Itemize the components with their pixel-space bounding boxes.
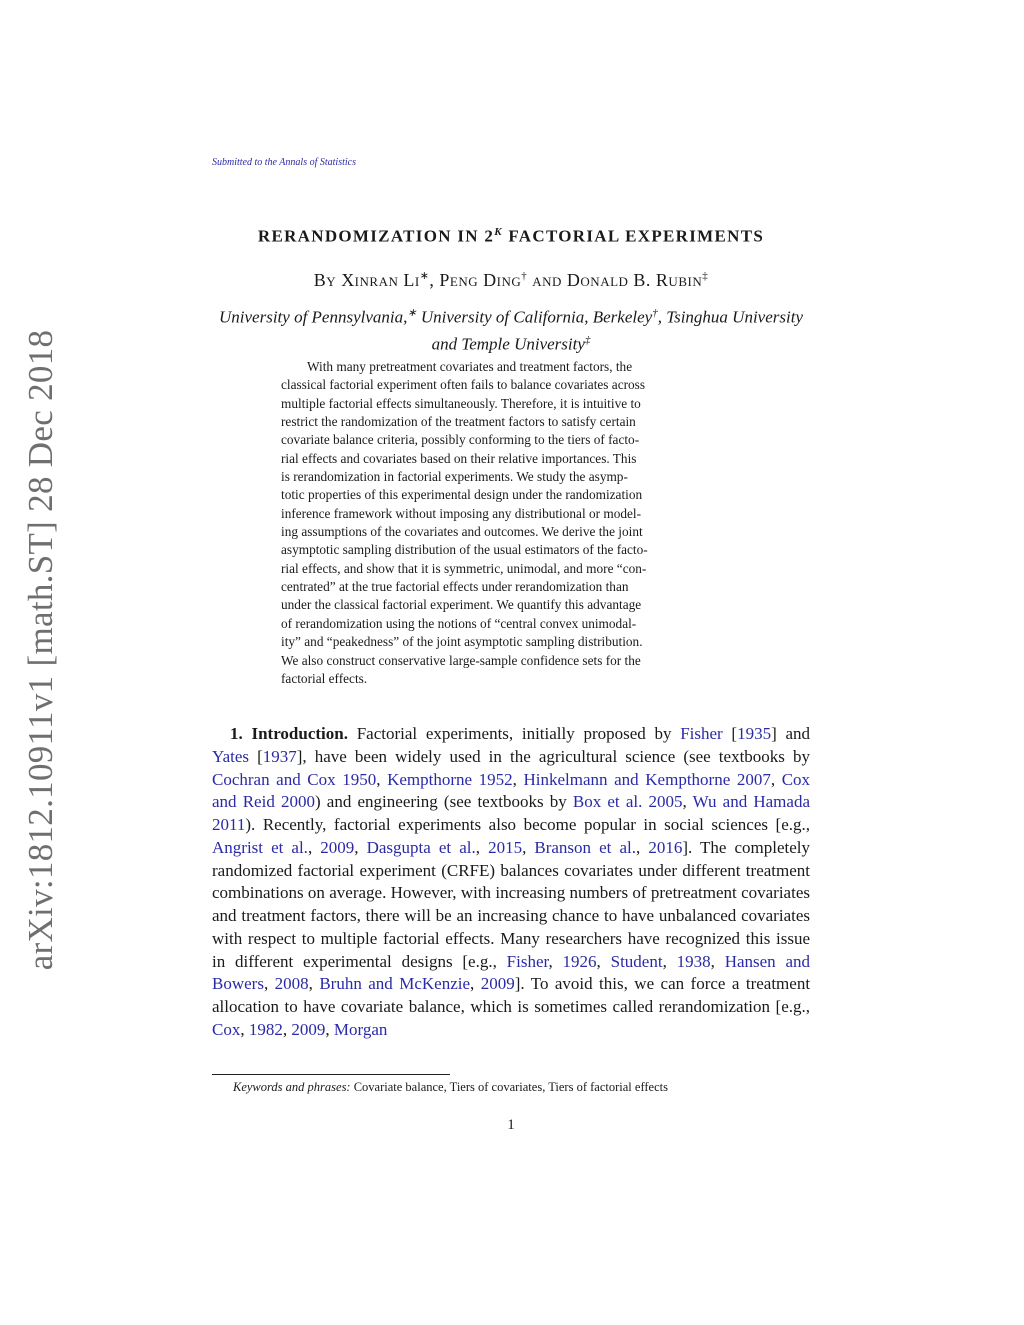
citation-link[interactable]: 1938 [676,951,711,971]
citation-link[interactable]: 2009 [480,974,515,994]
body-text: , [522,837,535,857]
citation-link[interactable]: Cox and Reid 2000 [212,769,811,812]
affiliation: University of Pennsylvania, [219,307,408,327]
paper-title [212,226,810,247]
body-text: ]. The completely randomized factorial experiment (CRFE) balances covariates under different treatment combinations on average. However, with increasing numbers of pretreatment covariates and treatment factors, there will be an increasing chance to have unbalanced covariates with respect to multiple factorial effects. Many researchers have recognized this issue in different experimental designs [e.g., [212,837,811,971]
citation-link[interactable]: Bruhn and McKenzie [319,974,471,994]
page-number: 1 [507,1117,515,1133]
author-name: Donald B. Rubin [566,270,703,290]
body-text: ]. To avoid this, we can force a treatment allocation to have covariate balance, which is sometimes called rerandomization [e.g., [212,974,811,1016]
body-text: , [475,837,489,857]
body-text: [ [722,724,738,743]
author-name: Xinran Li [341,270,420,290]
body-text: , [596,951,611,971]
author-separator: , [429,270,440,290]
affiliations [212,302,810,355]
body-text: , [263,974,275,994]
abstract-line: under the classical factorial experiment. We quantify this advantage [281,597,642,613]
affiliation-mark: † [652,307,658,319]
citation-link[interactable]: Wu and Hamada 2011 [212,792,810,834]
section-heading: 1. Introduction. [230,724,348,743]
arxiv-identifier-stamp: arXiv:1812.10911v1 [math.ST] 28 Dec 2018 [21,329,60,971]
abstract-line: multiple factorial effects simultaneously. Therefore, it is intuitive to [281,395,641,411]
author-mark: ‡ [702,270,709,282]
author-separator: and [527,270,567,290]
abstract-line: ing assumptions of the covariates and outcomes. We derive the joint [281,524,643,540]
citation-link[interactable]: Hinkelmann and Kempthorne 2007 [523,769,771,789]
introduction-paragraph [212,723,810,1042]
title-text-after: FACTORIAL EXPERIMENTS [502,226,765,246]
abstract-line: centrated” at the true factorial effects under rerandomization than [281,579,629,595]
footnote-text: Covariate balance, Tiers of covariates, Tiers of factorial effects [350,1080,668,1094]
abstract [281,358,742,688]
author-list [212,269,810,291]
body-text: , [682,792,693,812]
body-text: , [354,837,367,857]
citation-link[interactable]: 1935 [737,724,772,743]
affiliation-mark: ∗ [407,307,417,319]
abstract-line: of rerandomization using the notions of “central convex unimodal- [281,615,637,631]
affiliation: University of California, Berkeley [416,307,653,327]
citation-link[interactable]: Branson et al. [534,837,636,857]
citation-link[interactable]: Cox [212,1019,241,1039]
title-exponent: K [494,226,503,238]
body-text: , [470,974,481,994]
abstract-line: asymptotic sampling distribution of the usual estimators of the facto- [281,542,648,558]
citation-link[interactable]: Kempthorne 1952 [387,769,513,789]
abstract-line: covariate balance criteria, possibly conforming to the tiers of facto- [281,432,640,448]
citation-link[interactable]: 1982 [248,1019,283,1039]
body-text: , [710,951,725,971]
keywords-footnote [212,1079,810,1096]
citation-link[interactable]: Dasgupta et al. [366,837,476,857]
body-text: , [770,769,782,789]
journal-header[interactable]: Submitted to the Annals of Statistics [212,157,356,168]
footnote-label: Keywords and phrases: [233,1080,351,1094]
author-prefix: By [313,270,342,290]
abstract-line: With many pretreatment covariates and treatment factors, the [307,359,633,374]
abstract-line: ity” and “peakedness” of the joint asymptotic sampling distribution. [281,634,643,650]
citation-link[interactable]: 2008 [274,974,309,994]
body-text: Factorial experiments, initially proposed by [347,724,681,743]
abstract-line: totic properties of this experimental design under the randomization [281,487,643,503]
abstract-line: inference framework without imposing any distributional or model- [281,505,642,521]
author-mark: † [521,270,528,282]
body-text: ) and engineering (see textbooks by [314,792,573,812]
body-text: ). Recently, factorial experiments also become popular in social sciences [e.g., [245,815,810,834]
citation-link[interactable]: 2009 [320,837,355,857]
abstract-line: rial effects, and show that it is symmetric, unimodal, and more “con- [281,560,647,576]
citation-link[interactable]: Fisher [506,951,549,971]
citation-link[interactable]: Hansen and Bowers [212,951,811,994]
citation-link[interactable]: Cochran and Cox 1950 [212,769,377,789]
body-text: , [308,974,320,994]
footnote-divider [212,1074,450,1075]
body-text: , [307,837,321,857]
title-text-before: RERANDOMIZATION IN 2 [257,226,495,246]
body-text: , [548,951,563,971]
body-text: ], have been widely used in the agricultural science (see textbooks by [296,746,810,766]
citation-link[interactable]: 1926 [562,951,597,971]
body-text: , [325,1019,334,1039]
author-name: Peng Ding [439,270,522,290]
body-text: , [512,769,524,789]
author-mark: ∗ [419,270,430,282]
body-text: [ [249,746,263,766]
abstract-line: is rerandomization in factorial experiments. We study the asymp- [281,469,628,485]
citation-link[interactable]: Morgan [333,1019,388,1039]
body-text: , [662,951,677,971]
citation-link[interactable]: 2015 [488,837,523,857]
body-text: , [635,837,649,857]
abstract-line: We also construct conservative large-sample confidence sets for the [281,652,641,668]
abstract-line: rial effects and covariates based on their relative importances. This [281,450,637,466]
citation-link[interactable]: 2016 [648,837,683,857]
citation-link[interactable]: Angrist et al. [212,837,308,857]
citation-link[interactable]: Box et al. 2005 [572,792,683,812]
abstract-line: classical factorial experiment often fails to balance covariates across [281,377,646,393]
affiliation-mark: ‡ [584,333,591,346]
body-text: , [240,1019,249,1039]
abstract-line: restrict the randomization of the treatment factors to satisfy certain [281,414,636,430]
abstract-line: factorial effects. [281,670,368,686]
citation-link[interactable]: Fisher [680,724,723,743]
body-text: , [376,769,388,789]
citation-link[interactable]: Yates [212,746,250,766]
body-text: , [282,1019,292,1039]
citation-link[interactable]: 1937 [262,746,297,766]
body-text: ] and [771,724,810,743]
citation-link[interactable]: Student [610,951,663,971]
citation-link[interactable]: 2009 [291,1019,326,1039]
affiliation: , Tsinghua University and Temple University [431,307,803,354]
